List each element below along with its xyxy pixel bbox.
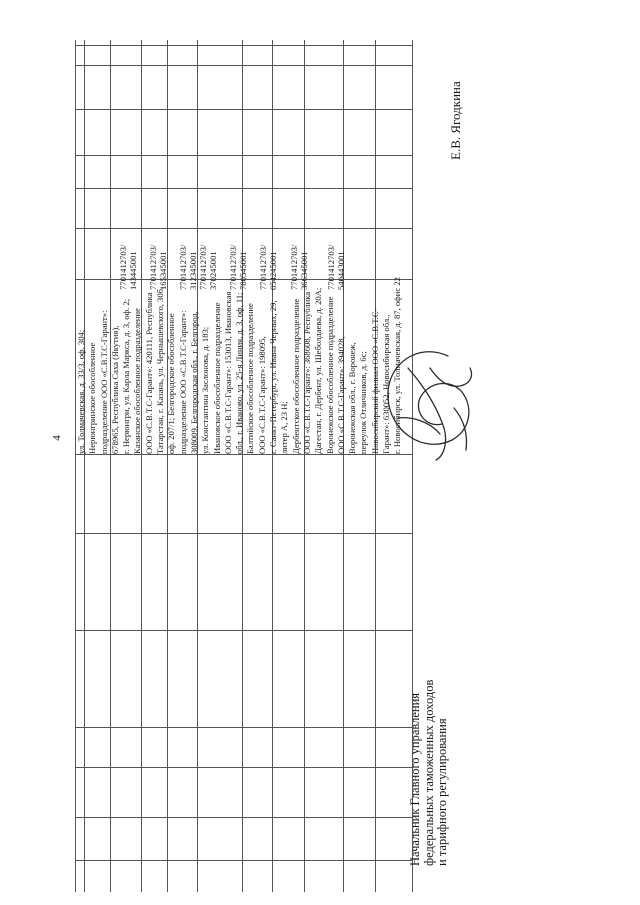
address-line: Воронежское обособленное подразделение bbox=[324, 296, 335, 454]
inn-kpp-code: 7701412703/ 165345001 bbox=[148, 244, 169, 290]
table-column-line bbox=[75, 630, 412, 631]
address-line: Нерюнгринское обособленное bbox=[87, 342, 98, 454]
address-line: Дербентское обособленное подразделение bbox=[290, 298, 301, 454]
address-line: Ивановское обособленное подразделение bbox=[211, 302, 222, 454]
inn-kpp-code: 7701412703/ 312345001 bbox=[178, 244, 199, 290]
signer-name: Е.В. Ягодкина bbox=[448, 81, 463, 160]
address-line: обл., г. Иваново, ул. 25-я Линия, д. 3, оф. 11; bbox=[234, 292, 245, 454]
page-number: 4 bbox=[51, 435, 63, 441]
address-line: литер А, 23 Н; bbox=[279, 401, 290, 454]
inn-kpp-code: 7701412703/ 143445001 bbox=[118, 244, 139, 290]
address-line: ул. Константина Заслонова, д. 183; bbox=[200, 326, 211, 454]
address-line: ООО «С.В.Т.С-Гарант»: 394028, bbox=[335, 336, 346, 454]
address-line: ООО «С.В.Т.С-Гарант»: 368608, Республика bbox=[301, 291, 312, 454]
table-column-line bbox=[75, 767, 412, 768]
address-line: переулок Отличников, д. 6с; bbox=[358, 351, 369, 454]
signer-position-line: Начальник Главного управления bbox=[408, 692, 422, 866]
address-line: ООО «С.В.Т.С-Гарант»: 420111, Республика bbox=[143, 292, 154, 454]
address-line: г. Новосибирск, ул. Толмачевская, д. 87, офис 22 bbox=[392, 277, 403, 454]
inn-kpp-code: 7701412703/ 370245001 bbox=[198, 244, 219, 290]
address-line: Воронежская обл., г. Воронеж, bbox=[347, 342, 358, 454]
address-line: Балтийское обособленное подразделение bbox=[245, 303, 256, 454]
address-line: Татарстан, г. Казань, ул. Чернышевского, 30б, bbox=[155, 286, 166, 454]
address-line: г. Нерюнгри, ул. Карла Маркса, д. 3, оф. 2; bbox=[121, 298, 132, 454]
address-line: ООО «С.В.Т.С-Гарант»: 198095, bbox=[256, 336, 267, 454]
address-line: г. Санкт-Петербург, ул. Ивана Черных, 29, bbox=[268, 300, 279, 454]
address-line: Дагестан, г. Дербент, ул. Шеболдаева, д. 20А; bbox=[313, 287, 324, 454]
inn-kpp-code: 7701412703/ 780545001 bbox=[228, 244, 249, 290]
address-line: ул. Толмачевская, д. 33/3, оф. 304; bbox=[76, 329, 86, 454]
inn-kpp-code: 7701412703/ 366345001 bbox=[289, 244, 310, 290]
table-column-line bbox=[75, 817, 412, 818]
address-line: подразделение ООО «С.В.Т.С-Гарант»: bbox=[98, 310, 109, 454]
address-line: Новосибирский филиал ООО «С.В.Т.С- bbox=[369, 308, 380, 454]
table-column-line bbox=[75, 533, 412, 534]
address-line: Казанское обособленное подразделение bbox=[132, 308, 143, 454]
signer-position-line: федеральных таможенных доходов bbox=[421, 679, 436, 866]
handwritten-signature bbox=[378, 338, 486, 466]
address-line: 678965, Республика Саха (Якутия), bbox=[109, 325, 120, 454]
table-column-line bbox=[75, 727, 412, 728]
address-line: 308009, Белгородская обл., г. Белгород, bbox=[188, 311, 199, 454]
table-column-line bbox=[75, 860, 412, 861]
address-line: ООО «С.В.Т.С-Гарант»: 153013, Ивановская bbox=[222, 291, 233, 454]
inn-kpp-code: 7701412703/ 054245001 bbox=[258, 244, 279, 290]
table-column-line bbox=[75, 454, 412, 455]
signer-position bbox=[409, 616, 469, 866]
address-line: оф. 207/1; Белгородское обособленное bbox=[166, 313, 177, 454]
inn-kpp-code: 7701412703/ 540443001 bbox=[326, 244, 347, 290]
signer-position-line: и тарифного регулирования bbox=[435, 718, 450, 866]
address-line: подразделение ООО «С.В.Т.С-Гарант»: bbox=[177, 310, 188, 454]
address-line: Гарант»: 630052, Новосибирская обл., bbox=[381, 314, 392, 454]
